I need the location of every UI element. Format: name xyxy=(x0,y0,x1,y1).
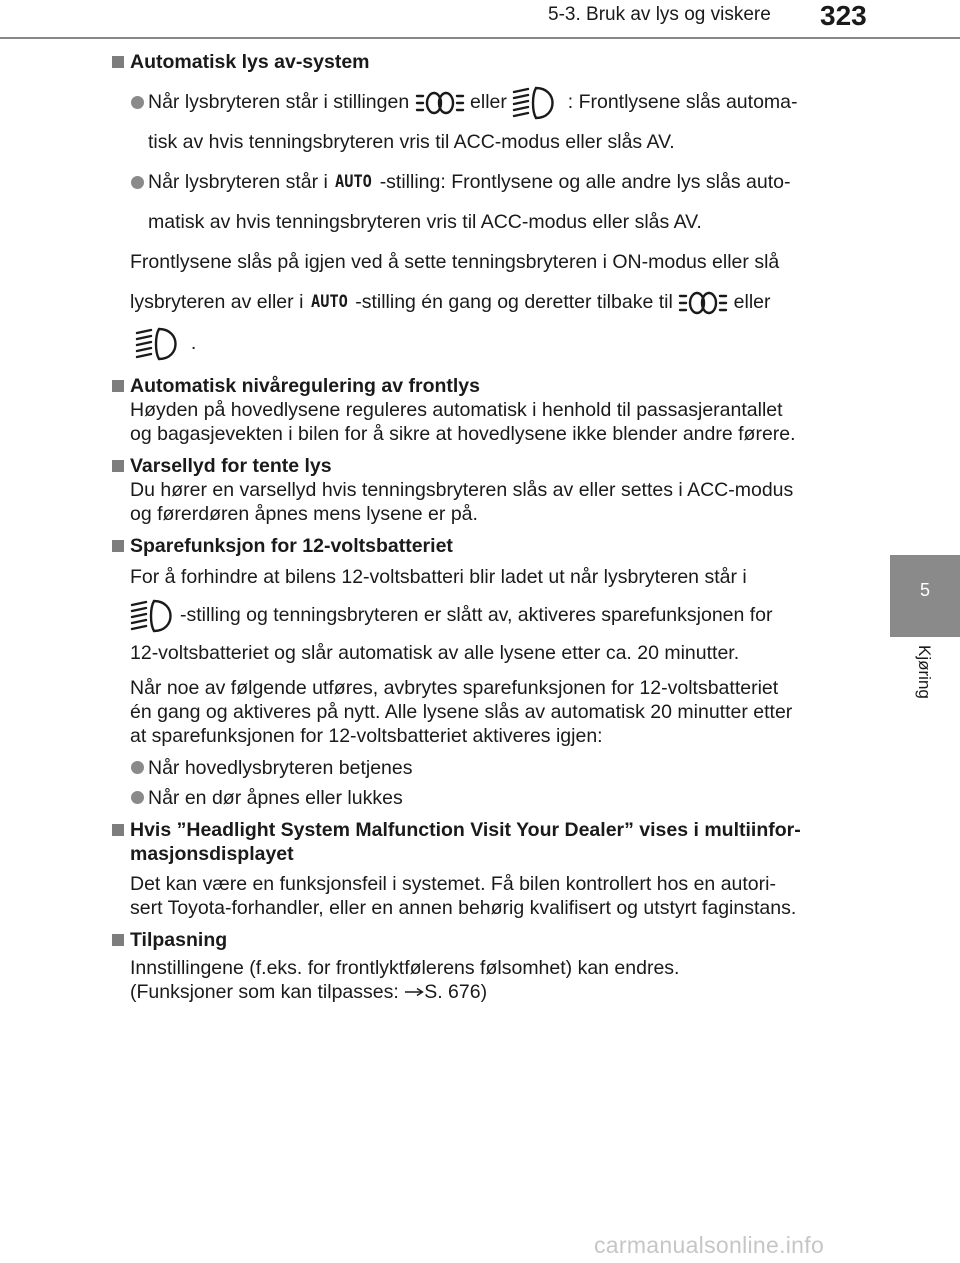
text: For å forhindre at bilens 12-voltsbatteri blir ladet ut når lysbryteren står i xyxy=(130,566,747,588)
square-bullet-icon xyxy=(112,934,124,946)
auto-symbol-icon: AUTO xyxy=(335,172,373,192)
heading-text: Sparefunksjon for 12-voltsbatteriet xyxy=(130,535,453,557)
text: Innstillingene (f.eks. for frontlyktfølerens følsomhet) kan endres. xyxy=(130,957,680,979)
section-heading xyxy=(110,374,854,398)
text: Når lysbryteren står i stillingen xyxy=(148,91,410,113)
text: : Frontlysene slås automa- xyxy=(567,91,798,113)
tail-light-symbol-icon xyxy=(678,288,728,318)
headlight-symbol-icon xyxy=(130,598,180,634)
paragraph xyxy=(110,398,854,446)
chapter-label-wrap xyxy=(890,645,960,725)
text: Det kan være en funksjonsfeil i systemet. Få bilen kontrollert hos en autori- xyxy=(130,873,776,895)
headlight-symbol-icon xyxy=(512,85,562,121)
text: Du hører en varsellyd hvis tenningsbryteren slås av eller settes i ACC-modus xyxy=(130,479,794,501)
headlight-symbol-icon xyxy=(135,326,185,362)
chapter-number: 5 xyxy=(919,580,930,600)
section-battery-saver xyxy=(110,534,854,810)
heading-text: Varsellyd for tente lys xyxy=(130,455,332,477)
text: -stilling og tenningsbryteren er slått av, aktiveres sparefunksjonen for xyxy=(180,604,773,626)
heading-text: Tilpasning xyxy=(130,929,228,951)
square-bullet-icon xyxy=(112,380,124,392)
auto-symbol-icon: AUTO xyxy=(310,292,348,312)
page-number: 323 xyxy=(820,0,867,31)
list-item xyxy=(110,786,854,810)
text: én gang og aktiveres på nytt. Alle lysene slås av automatisk 20 minutter etter xyxy=(130,701,793,723)
section-auto-leveling xyxy=(110,374,854,446)
text: eller xyxy=(733,291,771,313)
square-bullet-icon xyxy=(112,824,124,836)
text: lysbryteren av eller i xyxy=(130,291,304,313)
text: og førerdøren åpnes mens lysene er på. xyxy=(130,503,478,525)
round-bullet-icon xyxy=(131,176,144,189)
section-auto-off xyxy=(110,50,854,366)
paragraph xyxy=(110,242,854,366)
paragraph xyxy=(110,558,854,672)
tail-light-symbol-icon xyxy=(415,88,465,118)
round-bullet-icon xyxy=(131,96,144,109)
paragraph xyxy=(110,676,854,748)
text: Når noe av følgende utføres, avbrytes sparefunksjonen for 12-voltsbatteriet xyxy=(130,677,779,699)
text: . xyxy=(190,332,197,355)
list-item xyxy=(110,82,854,162)
text: 12-voltsbatteriet og slår automatisk av alle lysene etter ca. 20 minutter. xyxy=(130,642,740,664)
section-heading xyxy=(110,534,854,558)
list-item xyxy=(110,756,854,780)
right-arrow-icon xyxy=(404,987,424,997)
text: matisk av hvis tenningsbryteren vris til ACC-modus eller slås AV. xyxy=(148,211,702,233)
page-content xyxy=(110,50,854,1004)
page-reference-link[interactable]: S. 676) xyxy=(424,981,488,1003)
heading-text: Automatisk lys av-system xyxy=(130,51,370,73)
square-bullet-icon xyxy=(112,460,124,472)
list-item xyxy=(110,162,854,242)
text: (Funksjoner som kan tilpasses: xyxy=(130,981,399,1003)
text: Når lysbryteren står i xyxy=(148,171,328,193)
text: Frontlysene slås på igjen ved å sette tenningsbryteren i ON-modus eller slå xyxy=(130,251,780,273)
text: Når en dør åpnes eller lukkes xyxy=(148,787,403,809)
text: Når hovedlysbryteren betjenes xyxy=(148,757,413,779)
text: Høyden på hovedlysene reguleres automatisk i henhold til passasjerantallet xyxy=(130,399,783,421)
text: at sparefunksjonen for 12-voltsbatteriet aktiveres igjen: xyxy=(130,725,603,747)
header-section-title: 5-3. Bruk av lys og viskere xyxy=(548,4,771,25)
heading-text: Automatisk nivåregulering av frontlys xyxy=(130,375,481,397)
text: eller xyxy=(470,91,507,113)
section-heading xyxy=(110,818,854,866)
text: -stilling: Frontlysene og alle andre lys slås auto- xyxy=(379,171,791,193)
heading-text: Hvis ”Headlight System Malfunction Visit Your Dealer” vises i multiinfor- xyxy=(130,819,801,841)
paragraph xyxy=(110,478,854,526)
round-bullet-icon xyxy=(131,791,144,804)
section-heading xyxy=(110,50,854,74)
square-bullet-icon xyxy=(112,540,124,552)
header-divider xyxy=(0,37,960,39)
text: sert Toyota-forhandler, eller en annen behørig kvalifisert og utstyrt faginstans. xyxy=(130,897,797,919)
text: tisk av hvis tenningsbryteren vris til ACC-modus eller slås AV. xyxy=(148,131,675,153)
chapter-label: Kjøring xyxy=(915,645,934,699)
paragraph xyxy=(110,956,854,1004)
text: -stilling én gang og deretter tilbake til xyxy=(355,291,673,313)
round-bullet-icon xyxy=(131,761,144,774)
section-heading xyxy=(110,928,854,952)
text: og bagasjevekten i bilen for å sikre at hovedlysene ikke blender andre førere. xyxy=(130,423,796,445)
section-heading xyxy=(110,454,854,478)
paragraph xyxy=(110,872,854,920)
section-light-reminder xyxy=(110,454,854,526)
square-bullet-icon xyxy=(112,56,124,68)
watermark: carmanualsonline.info xyxy=(594,1232,825,1258)
section-malfunction-message xyxy=(110,818,854,920)
heading-text: masjonsdisplayet xyxy=(130,843,294,865)
section-customization xyxy=(110,928,854,1004)
